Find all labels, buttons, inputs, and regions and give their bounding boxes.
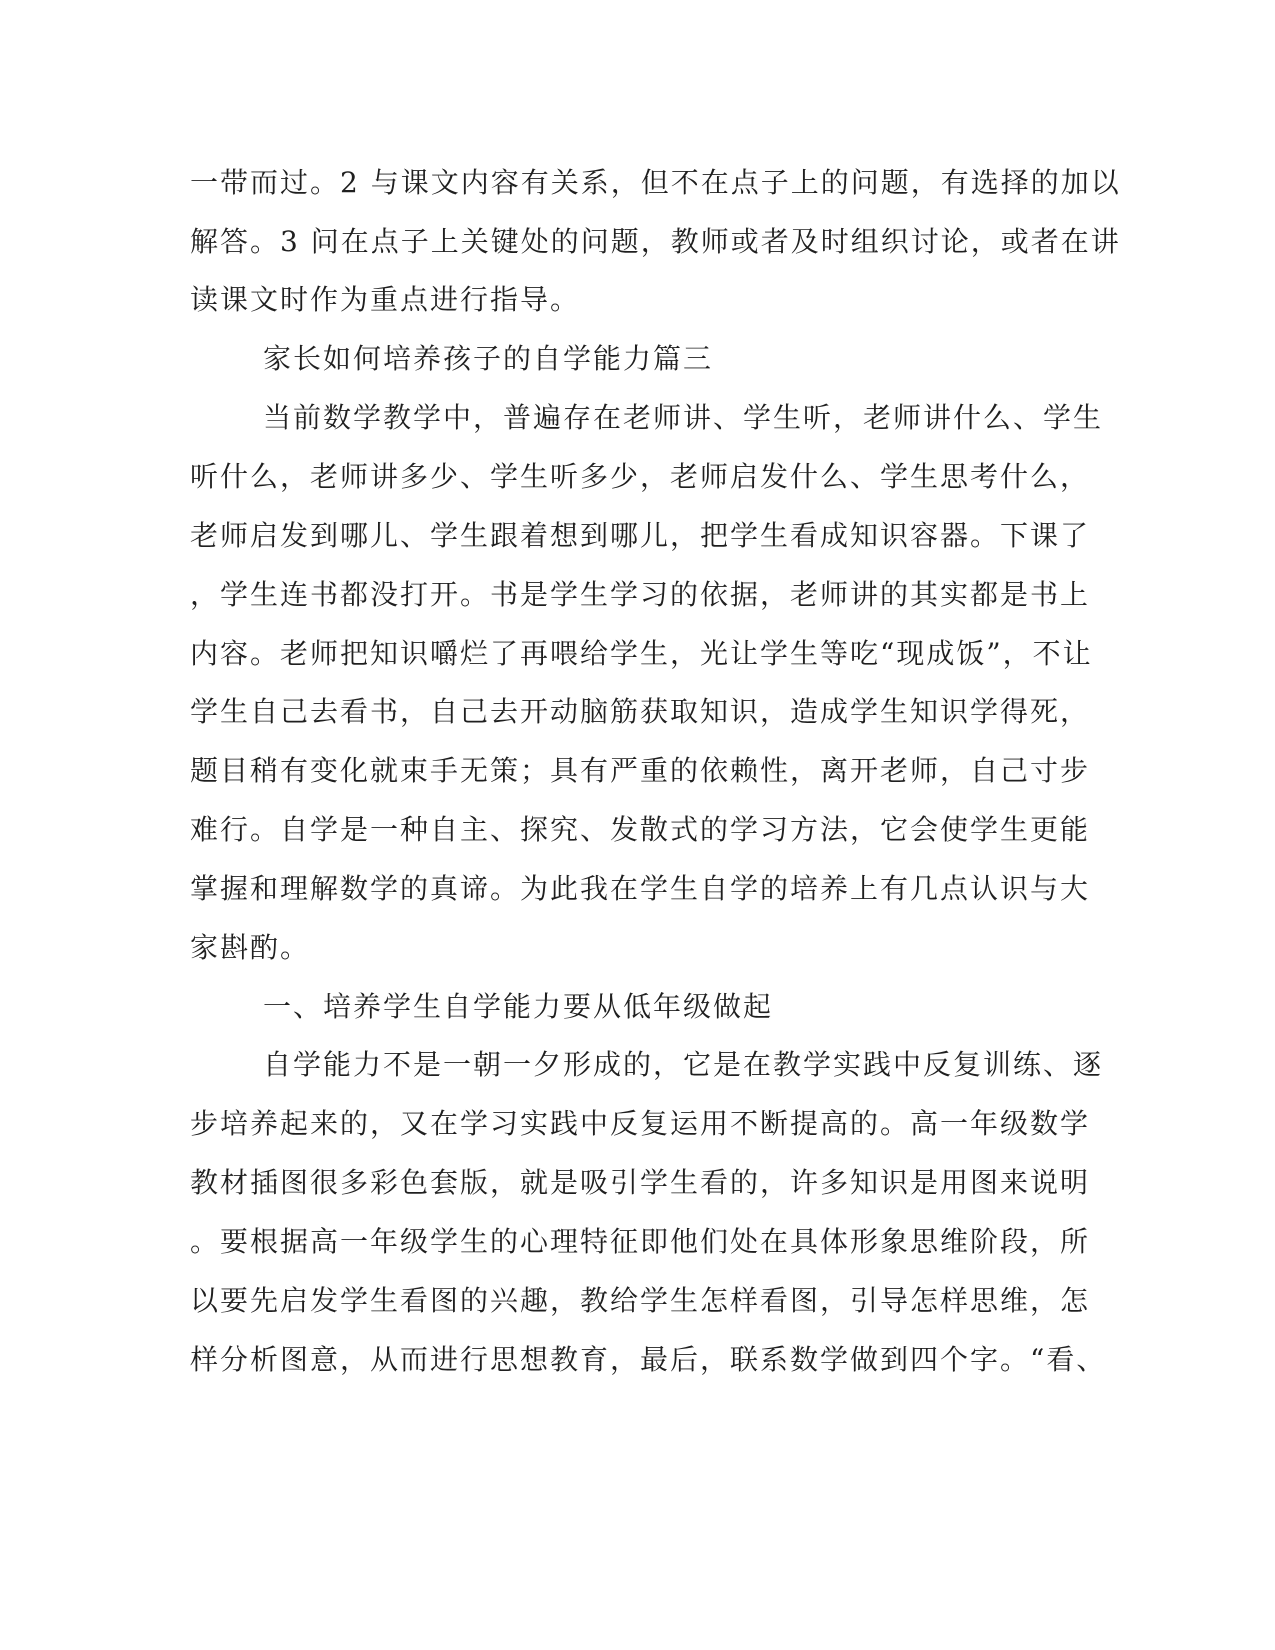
section-heading: 家长如何培养孩子的自学能力篇三 [263, 342, 714, 375]
text-line: 内容。老师把知识嚼烂了再喂给学生，光让学生等吃“现成饭”，不让 [190, 637, 1093, 670]
text-line: 老师启发到哪儿、学生跟着想到哪儿，把学生看成知识容器。下课了 [190, 519, 1091, 552]
text-line: 家斟酌。 [190, 931, 311, 964]
text-line: 。要根据高一年级学生的心理特征即他们处在具体形象思维阶段，所 [190, 1225, 1091, 1258]
text-line: 掌握和理解数学的真谛。为此我在学生自学的培养上有几点认识与大 [190, 872, 1091, 905]
text-line: 题目稍有变化就束手无策；具有严重的依赖性，离开老师，自己寸步 [190, 754, 1091, 787]
text-line: 听什么，老师讲多少、学生听多少，老师启发什么、学生思考什么， [190, 460, 1091, 493]
text-line: ，学生连书都没打开。书是学生学习的依据，老师讲的其实都是书上 [190, 578, 1091, 611]
text-line: 教材插图很多彩色套版，就是吸引学生看的，许多知识是用图来说明 [190, 1166, 1091, 1199]
text-line: 步培养起来的，又在学习实践中反复运用不断提高的。高一年级数学 [190, 1107, 1091, 1140]
text-line: 难行。自学是一种自主、探究、发散式的学习方法，它会使学生更能 [190, 813, 1091, 846]
paragraph-first-line: 当前数学教学中，普遍存在老师讲、学生听，老师讲什么、学生 [263, 401, 1104, 434]
text-line: 样分析图意，从而进行思想教育，最后，联系数学做到四个字。“看、 [190, 1343, 1107, 1376]
text-line: 读课文时作为重点进行指导。 [190, 283, 581, 316]
section-heading: 一、培养学生自学能力要从低年级做起 [263, 990, 774, 1023]
text-line: 一带而过。2 与课文内容有关系，但不在点子上的问题，有选择的加以 [190, 166, 1121, 199]
text-line: 解答。3 问在点子上关键处的问题，教师或者及时组织讨论，或者在讲 [190, 225, 1121, 258]
text-line: 以要先启发学生看图的兴趣，教给学生怎样看图，引导怎样思维，怎 [190, 1284, 1091, 1317]
paragraph-first-line: 自学能力不是一朝一夕形成的，它是在教学实践中反复训练、逐 [263, 1048, 1104, 1081]
text-line: 学生自己去看书，自己去开动脑筋获取知识，造成学生知识学得死， [190, 695, 1091, 728]
